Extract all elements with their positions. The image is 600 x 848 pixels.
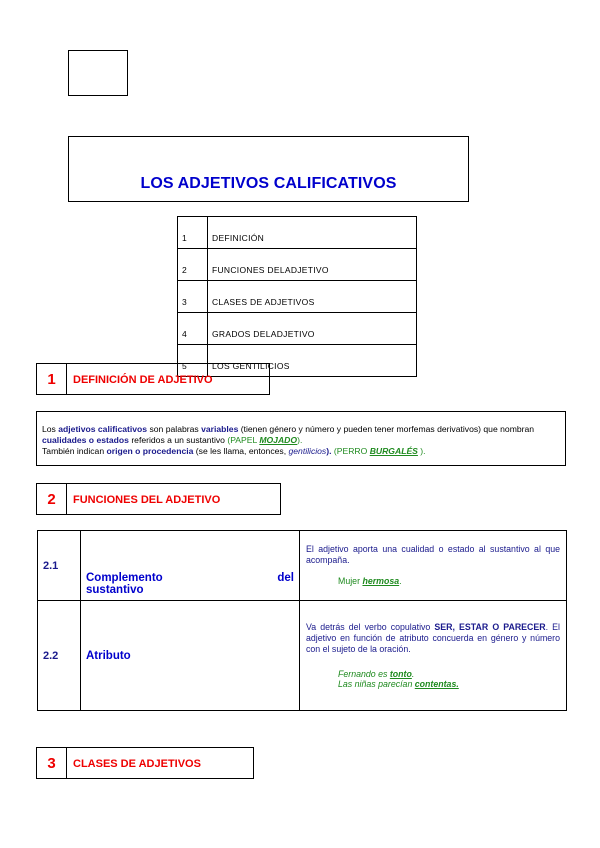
example-text: Fernando es [338, 669, 390, 679]
function-number: 2.2 [38, 601, 81, 711]
section-title: FUNCIONES DEL ADJETIVO [73, 494, 221, 506]
text: referidos a un sustantivo [128, 435, 228, 445]
example-text: . [399, 576, 402, 586]
section-number: 1 [37, 364, 67, 394]
index-num: 1 [178, 217, 208, 249]
title-box [68, 136, 469, 202]
description-text: El adjetivo aporta una cualidad o estado al sustantivo al que acompaña. [306, 544, 560, 565]
text-bold: variables [201, 424, 239, 434]
index-row[interactable] [178, 313, 417, 345]
definition-box [36, 411, 566, 466]
function-number: 2.1 [38, 531, 81, 601]
text: son palabras [147, 424, 202, 434]
index-label: FUNCIONES DELADJETIVO [208, 249, 417, 281]
text: ). [326, 446, 334, 456]
section-header-definition [36, 363, 270, 395]
text: . El adjetivo en función de atributo concuerda en género y número con el sujeto de la oración. [306, 622, 560, 654]
index-row[interactable] [178, 217, 417, 249]
name-part: del [277, 572, 294, 584]
page-title: LOS ADJETIVOS CALIFICATIVOS [140, 175, 397, 192]
index-label: DEFINICIÓN [208, 217, 417, 249]
function-name: Atributo [81, 601, 300, 711]
index-row[interactable] [178, 249, 417, 281]
text-bold: SER, ESTAR O PARECER [434, 622, 546, 632]
text: Va detrás del verbo copulativo [306, 622, 435, 632]
example-word: MOJADO [259, 435, 298, 445]
text-bold: adjetivos calificativos [58, 424, 148, 434]
section-title: CLASES DE ADJETIVOS [73, 758, 201, 770]
text: También indican [42, 446, 107, 456]
functions-table [37, 530, 567, 711]
example-text: (PAPEL [227, 435, 260, 445]
section-title: DEFINICIÓN DE ADJETIVO [73, 374, 213, 386]
text-italic: gentilicios [288, 446, 327, 456]
index-label: LOS GENTILICIOS [208, 345, 417, 377]
index-label: CLASES DE ADJETIVOS [208, 281, 417, 313]
example [306, 576, 560, 587]
section-header-classes [36, 747, 254, 779]
example [306, 669, 560, 689]
example-word: contentas. [414, 679, 459, 689]
index-label: GRADOS DELADJETIVO [208, 313, 417, 345]
index-num: 4 [178, 313, 208, 345]
text-bold: origen o procedencia [106, 446, 194, 456]
example-word: hermosa [362, 576, 400, 586]
index-table [177, 216, 417, 377]
description-text [306, 622, 560, 655]
index-row[interactable] [178, 281, 417, 313]
example-text: (PERRO [333, 446, 370, 456]
name-part: Complemento [86, 572, 163, 584]
example-text: . [411, 669, 415, 679]
table-row [38, 601, 567, 711]
index-num: 3 [178, 281, 208, 313]
section-header-functions [36, 483, 281, 515]
example-text: ). [417, 446, 426, 456]
text: (se les llama, entonces, [193, 446, 289, 456]
index-num: 5 [178, 345, 208, 377]
function-description [300, 531, 567, 601]
index-num: 2 [178, 249, 208, 281]
function-name [81, 531, 300, 601]
example-text: Las niñas parecían [338, 679, 415, 689]
table-row [38, 531, 567, 601]
example-word: BURGALÉS [369, 446, 418, 456]
example-text: Mujer [338, 576, 363, 586]
function-description [300, 601, 567, 711]
text: Los [42, 424, 59, 434]
text: (tienen género y número y pueden tener morfemas derivativos) que nombran [238, 424, 535, 434]
empty-box [68, 50, 128, 96]
example-text: ). [297, 435, 303, 445]
section-number: 2 [37, 484, 67, 514]
text-bold: cualidades o estados [42, 435, 129, 445]
name-part: sustantivo [86, 584, 144, 596]
example-word: tonto [389, 669, 412, 679]
section-number: 3 [37, 748, 67, 778]
